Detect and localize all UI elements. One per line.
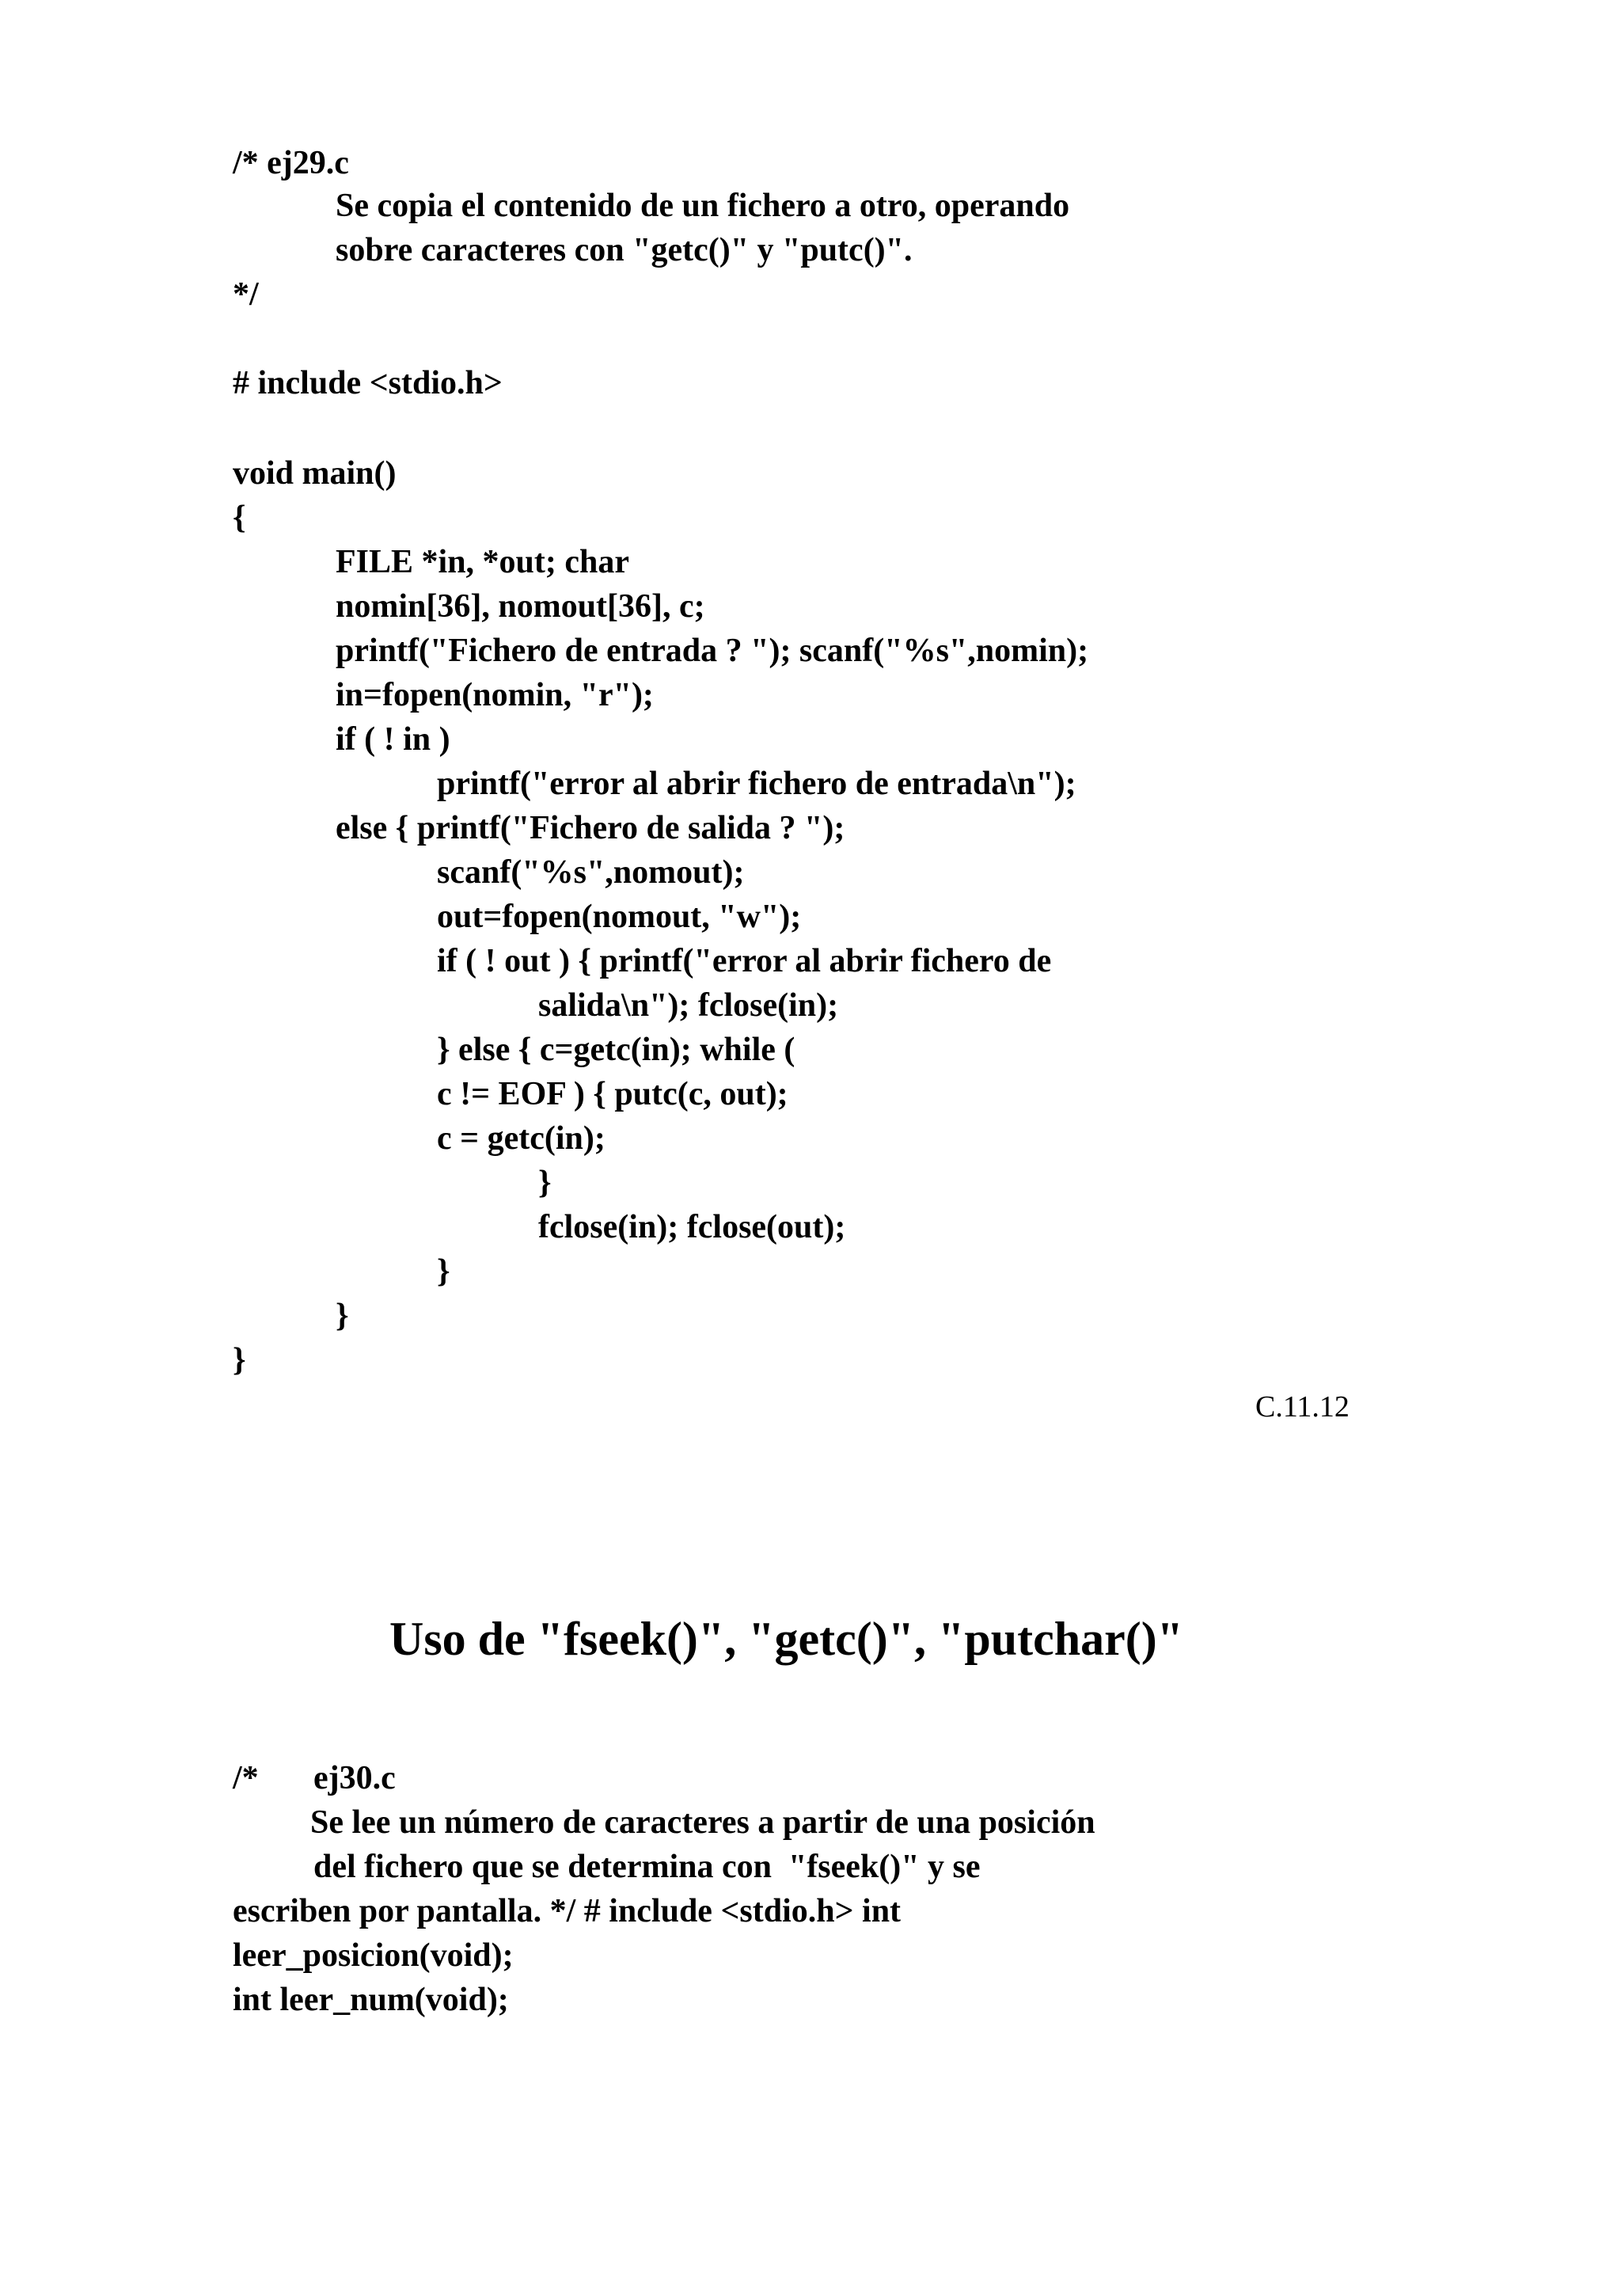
code-line: } xyxy=(538,1165,552,1201)
code-line: Se copia el contenido de un fichero a otro, operando xyxy=(336,188,1070,224)
code-line: printf("Fichero de entrada ? "); scanf("%s",nomin); xyxy=(336,633,1089,669)
code-line: { xyxy=(233,500,246,536)
code-line: out=fopen(nomout, "w"); xyxy=(437,899,802,935)
code-line: FILE *in, *out; char xyxy=(336,544,630,580)
code-line: salida\n"); fclose(in); xyxy=(538,987,839,1024)
code-line: ej30.c xyxy=(313,1760,396,1796)
code-line: c != EOF ) { putc(c, out); xyxy=(437,1076,788,1112)
code-line: escriben por pantalla. */ # include <stdio.h> int xyxy=(233,1893,902,1929)
code-line: /* xyxy=(233,1760,259,1796)
code-line: /* ej29.c xyxy=(233,145,349,181)
code-line: } xyxy=(336,1298,349,1334)
code-line: del fichero que se determina con "fseek()" y se xyxy=(313,1849,981,1885)
code-line: in=fopen(nomin, "r"); xyxy=(336,677,654,713)
code-line: */ xyxy=(233,276,259,313)
code-line: } else { c=getc(in); while ( xyxy=(437,1032,795,1068)
code-line: c = getc(in); xyxy=(437,1120,606,1157)
code-line: void main() xyxy=(233,455,397,492)
code-line: if ( ! out ) { printf("error al abrir fichero de xyxy=(437,943,1052,979)
code-line: # include <stdio.h> xyxy=(233,365,503,401)
code-line: fclose(in); fclose(out); xyxy=(538,1209,846,1245)
code-line: nomin[36], nomout[36], c; xyxy=(336,588,705,625)
code-line: } xyxy=(437,1253,450,1290)
code-line: printf("error al abrir fichero de entrada\n"); xyxy=(437,766,1076,802)
page-reference: C.11.12 xyxy=(1255,1390,1350,1424)
code-line: if ( ! in ) xyxy=(336,721,450,758)
section-heading: Uso de "fseek()", "getc()", "putchar()" xyxy=(389,1613,1183,1665)
code-line: } xyxy=(233,1342,246,1378)
code-line: leer_posicion(void); xyxy=(233,1937,514,1974)
code-line: int leer_num(void); xyxy=(233,1982,509,2018)
code-line: scanf("%s",nomout); xyxy=(437,854,745,891)
code-line: Se lee un número de caracteres a partir de una posición xyxy=(310,1804,1095,1841)
code-line: else { printf("Fichero de salida ? "); xyxy=(336,810,845,846)
code-line: sobre caracteres con "getc()" y "putc()". xyxy=(336,232,913,268)
